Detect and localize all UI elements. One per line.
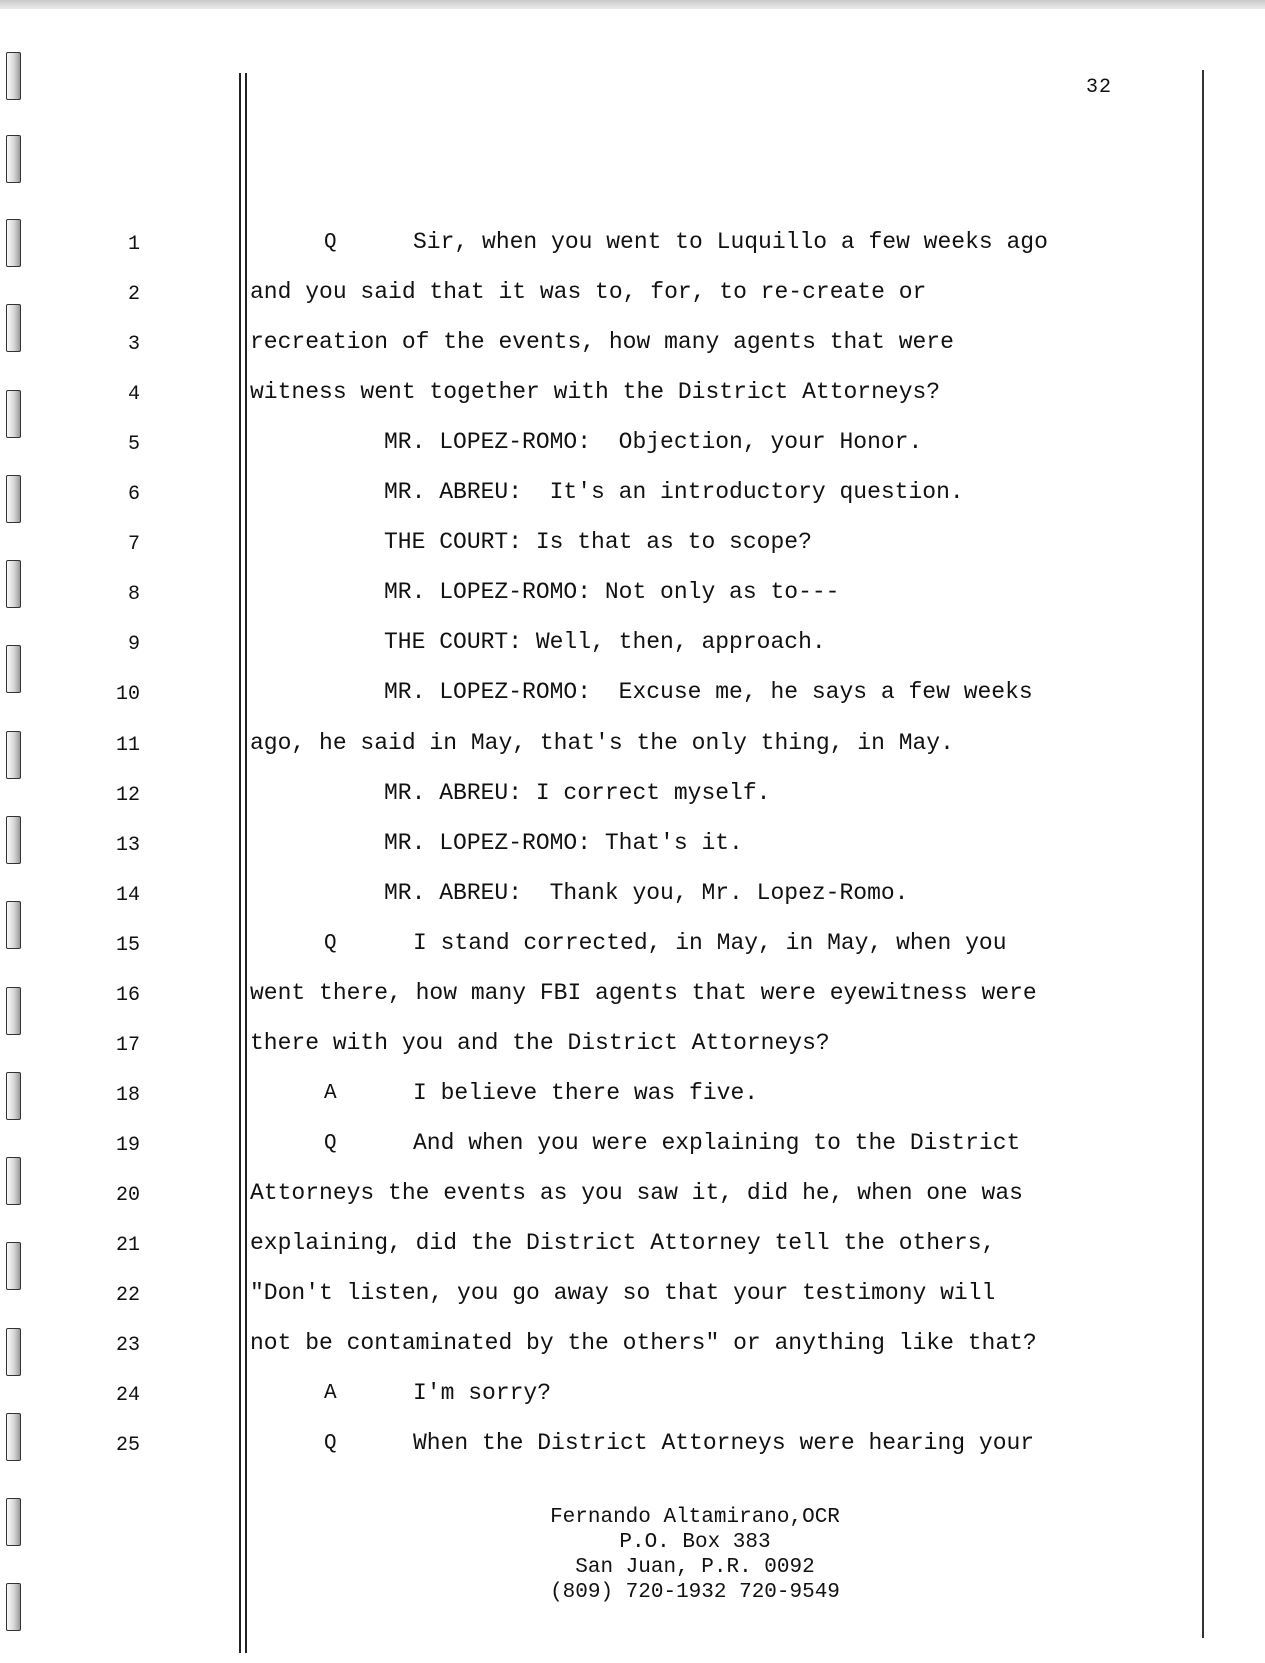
qa-label: Q bbox=[324, 1432, 337, 1456]
transcript-line bbox=[0, 679, 1200, 729]
transcript-line bbox=[0, 1180, 1200, 1230]
line-text: MR. ABREU: It's an introductory question. bbox=[384, 479, 964, 506]
scan-top-edge bbox=[0, 0, 1265, 9]
line-number: 16 bbox=[115, 983, 140, 1007]
line-text: MR. LOPEZ-ROMO: That's it. bbox=[384, 829, 743, 856]
transcript-line bbox=[0, 730, 1200, 780]
transcript-line bbox=[0, 229, 1200, 279]
line-text: When the District Attorneys were hearing your bbox=[413, 1430, 1035, 1457]
line-text: there with you and the District Attorneys? bbox=[250, 1029, 830, 1056]
qa-label: A bbox=[324, 1081, 337, 1105]
transcript-line bbox=[0, 379, 1200, 429]
line-text: I believe there was five. bbox=[413, 1079, 759, 1106]
line-text: and you said that it was to, for, to re-create or bbox=[250, 279, 927, 306]
line-text: And when you were explaining to the District bbox=[413, 1129, 1021, 1156]
binder-hole bbox=[6, 135, 21, 183]
transcript-line bbox=[0, 1130, 1200, 1180]
qa-label: Q bbox=[324, 1131, 337, 1155]
transcript-line bbox=[0, 930, 1200, 980]
line-number: 23 bbox=[115, 1334, 140, 1358]
line-text: "Don't listen, you go away so that your testimony will bbox=[250, 1280, 996, 1307]
line-text: MR. LOPEZ-ROMO: Objection, your Honor. bbox=[384, 429, 923, 456]
page-number: 32 bbox=[1086, 76, 1113, 99]
binder-hole bbox=[6, 1583, 21, 1631]
transcript-line bbox=[0, 1380, 1200, 1430]
line-text: not be contaminated by the others" or anything like that? bbox=[250, 1330, 1037, 1357]
line-text: MR. LOPEZ-ROMO: Not only as to--- bbox=[384, 579, 840, 606]
qa-label: Q bbox=[324, 931, 337, 955]
transcript-line bbox=[0, 1030, 1200, 1080]
line-text: ago, he said in May, that's the only thing, in May. bbox=[250, 729, 954, 756]
line-text: THE COURT: Well, then, approach. bbox=[384, 629, 826, 656]
transcript-line bbox=[0, 780, 1200, 830]
line-number: 10 bbox=[115, 683, 140, 707]
line-number: 9 bbox=[127, 633, 140, 657]
line-number: 1 bbox=[127, 233, 140, 256]
line-number: 13 bbox=[115, 833, 140, 857]
line-number: 24 bbox=[115, 1384, 140, 1408]
line-number: 15 bbox=[115, 933, 140, 957]
transcript-line bbox=[0, 880, 1200, 930]
transcript-line bbox=[0, 529, 1200, 579]
line-number: 14 bbox=[115, 883, 140, 907]
line-number: 11 bbox=[115, 733, 140, 757]
transcript-line bbox=[0, 329, 1200, 379]
line-number: 12 bbox=[115, 783, 140, 807]
transcript-line bbox=[0, 629, 1200, 679]
transcript-line bbox=[0, 279, 1200, 329]
line-number: 19 bbox=[115, 1133, 140, 1157]
line-text: I'm sorry? bbox=[413, 1380, 552, 1407]
line-number: 18 bbox=[115, 1083, 140, 1107]
right-margin-rule bbox=[1202, 70, 1204, 1638]
transcript-line bbox=[0, 579, 1200, 629]
reporter-city: San Juan, P.R. 0092 bbox=[575, 1556, 815, 1579]
line-number: 2 bbox=[127, 283, 140, 307]
line-number: 17 bbox=[115, 1033, 140, 1057]
line-text: I stand corrected, in May, in May, when you bbox=[413, 929, 1007, 956]
line-text: MR. LOPEZ-ROMO: Excuse me, he says a few weeks bbox=[384, 679, 1033, 706]
line-text: went there, how many FBI agents that were eyewitness were bbox=[250, 979, 1037, 1006]
line-number: 5 bbox=[127, 433, 140, 457]
transcript-line bbox=[0, 429, 1200, 479]
transcript-line bbox=[0, 1280, 1200, 1330]
line-number: 25 bbox=[115, 1434, 140, 1458]
transcript-line bbox=[0, 1230, 1200, 1280]
qa-label: Q bbox=[324, 231, 337, 254]
binder-hole bbox=[6, 52, 21, 100]
line-text: explaining, did the District Attorney tell the others, bbox=[250, 1230, 996, 1256]
line-number: 4 bbox=[127, 383, 140, 407]
transcript-line bbox=[0, 830, 1200, 880]
transcript-line bbox=[0, 1330, 1200, 1380]
line-text: witness went together with the District Attorneys? bbox=[250, 379, 941, 406]
line-text: Attorneys the events as you saw it, did he, when one was bbox=[250, 1179, 1023, 1206]
line-text: THE COURT: Is that as to scope? bbox=[384, 529, 812, 556]
qa-label: A bbox=[324, 1382, 337, 1406]
line-text: MR. ABREU: I correct myself. bbox=[384, 779, 771, 806]
line-number: 6 bbox=[127, 483, 140, 507]
reporter-footer bbox=[460, 1505, 930, 1605]
line-text: MR. ABREU: Thank you, Mr. Lopez-Romo. bbox=[384, 879, 909, 906]
binder-hole bbox=[6, 1498, 21, 1546]
transcript-line bbox=[0, 479, 1200, 529]
reporter-box: P.O. Box 383 bbox=[619, 1531, 771, 1554]
transcript-line bbox=[0, 980, 1200, 1030]
line-number: 7 bbox=[127, 533, 140, 557]
reporter-phone: (809) 720-1932 720-9549 bbox=[550, 1581, 840, 1604]
line-number: 21 bbox=[115, 1234, 140, 1257]
line-number: 3 bbox=[127, 333, 140, 357]
transcript-line bbox=[0, 1430, 1200, 1480]
line-number: 22 bbox=[115, 1284, 140, 1308]
line-number: 20 bbox=[115, 1183, 140, 1207]
line-text: Sir, when you went to Luquillo a few weeks ago bbox=[413, 229, 1048, 255]
reporter-name: Fernando Altamirano,OCR bbox=[550, 1506, 840, 1529]
transcript-line bbox=[0, 1080, 1200, 1130]
line-text: recreation of the events, how many agents that were bbox=[250, 329, 954, 356]
line-number: 8 bbox=[127, 583, 140, 607]
